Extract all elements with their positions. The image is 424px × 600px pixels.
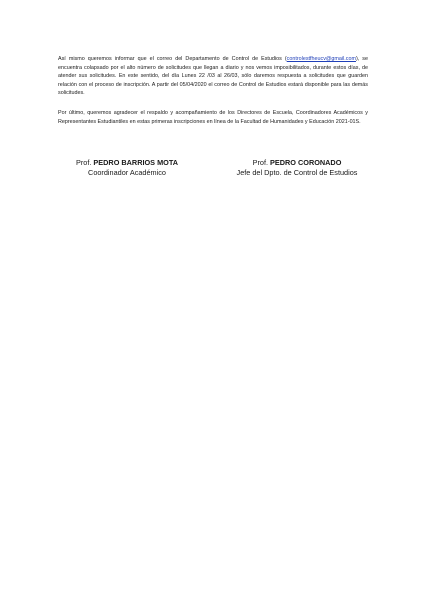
signature-role: Coordinador Académico (88, 168, 166, 178)
signature-department-head (222, 158, 372, 178)
signature-name: PEDRO BARRIOS MOTA (93, 158, 179, 167)
signature-prefix: Prof. (75, 158, 94, 167)
paragraph-text-start: Así mismo queremos informar que el correo del Departamento de Control de Estudios ( (58, 56, 287, 62)
signature-prefix: Prof. (252, 158, 271, 167)
paragraph-email-notice (58, 55, 368, 98)
signature-name-line (222, 158, 372, 168)
signature-name-line (52, 158, 202, 168)
email-link[interactable]: controlestfheucv@gmail.com (286, 56, 356, 62)
signature-name: PEDRO CORONADO (270, 158, 342, 167)
paragraph-acknowledgement: Por último, queremos agradecer el respaldo y acompañamiento de los Directores de Escuela, Coordinadores Académicos y Representantes Estudiantiles en estas primeras inscripciones en línea de la Facultad de Humanidades y Educación 2021-01S. (58, 110, 368, 125)
paragraph-text-end: ), se encuentra colapsado por el alto número de solicitudes que llegan a diario y nos vemos imposibilitados, durante estos días, de atender sus solicitudes. En este sentido, del día Lunes 22 /03 al 26/03, sólo daremos respuesta a solicitudes que guarden relación con el proceso de inscripción. A partir del 05/04/2020 el correo de Control de Estudios estará disponible para las demás solicitudes. (58, 56, 369, 97)
signature-role: Jefe del Dpto. de Control de Estudios (236, 168, 358, 178)
signature-coordinator (52, 158, 202, 178)
